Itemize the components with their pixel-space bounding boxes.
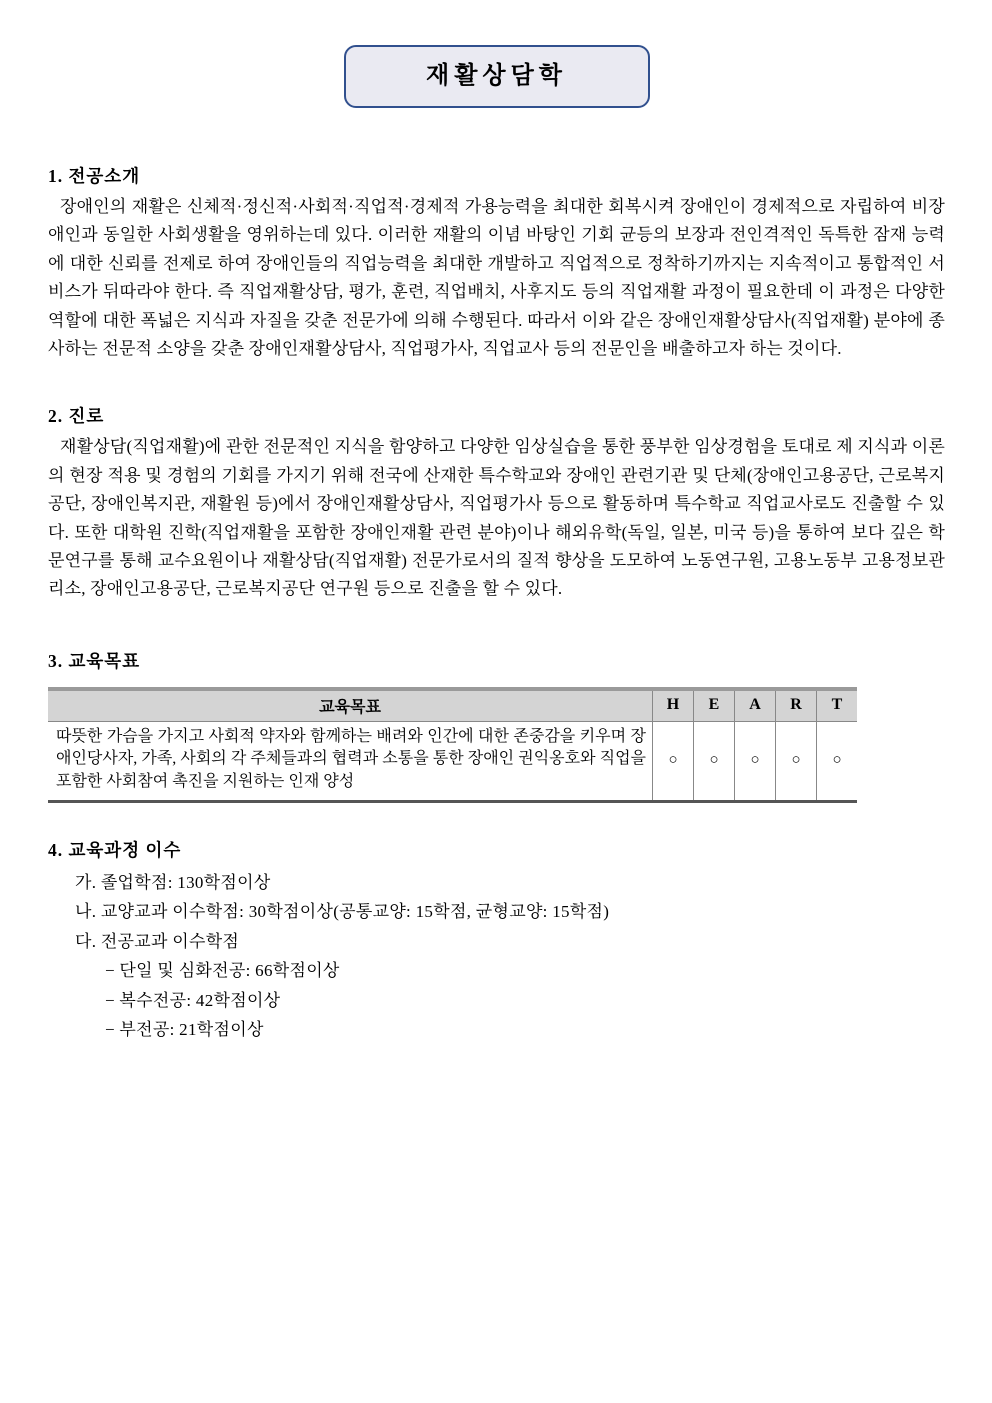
list-item-major-credits: 다. 전공교과 이수학점 bbox=[75, 931, 240, 951]
mark-cell-t: ○ bbox=[817, 721, 858, 801]
column-header-a: A bbox=[735, 689, 776, 722]
table-row bbox=[48, 721, 857, 801]
curriculum-list bbox=[48, 868, 945, 1045]
section-heading-goals: 3. 교육목표 bbox=[48, 650, 141, 671]
section-heading-curriculum: 4. 교육과정 이수 bbox=[48, 839, 182, 860]
career-paragraph: 재활상담(직업재활)에 관한 전문적인 지식을 함양하고 다양한 임상실습을 통한 풍부한 임상경험을 토대로 제 지식과 이론의 현장 적용 및 경험의 기회를 가지기 위해 전국에 산재한 특수학교와 장애인 관련기관 및 단체(장애인고용공단, 근로복지공단, 장애인복지관, 재활원 등)에서 장애인재활상담사, 직업평가사 등으로 활동하며 특수학교 직업교사로도 진출할 수 있다. 또한 대학원 진학(직업재활을 포함한 장애인재활 관련 분야)이나 해외유학(독일, 일본, 미국 등)을 통하여 보다 깊은 학문연구를 통해 교수요원이나 재활상담(직업재활) 전문가로서의 질적 향상을 도모하여 노동연구원, 고용노동부 고용정보관리소, 장애인고용공단, 근로복지공단 연구원 등으로 진출을 할 수 있다. bbox=[48, 437, 945, 599]
list-item-liberal-arts-credits: 나. 교양교과 이수학점: 30학점이상(공통교양: 15학점, 균형교양: 15학점) bbox=[75, 902, 610, 922]
list-item-graduation-credits: 가. 졸업학점: 130학점이상 bbox=[75, 872, 271, 892]
section-heading-intro: 1. 전공소개 bbox=[48, 166, 141, 186]
column-header-r: R bbox=[776, 689, 817, 722]
table-header-row bbox=[48, 689, 857, 722]
column-header-goal: 교육목표 bbox=[48, 689, 653, 722]
title-box bbox=[344, 45, 650, 108]
mark-cell-h: ○ bbox=[653, 721, 694, 801]
mark-cell-a: ○ bbox=[735, 721, 776, 801]
mark-cell-e: ○ bbox=[694, 721, 735, 801]
list-subitem-minor: − 부전공: 21학점이상 bbox=[105, 1020, 264, 1040]
column-header-e: E bbox=[694, 689, 735, 722]
column-header-t: T bbox=[817, 689, 858, 722]
goal-text-cell: 따뜻한 가슴을 가지고 사회적 약자와 함께하는 배려와 인간에 대한 존중감을 키우며 장애인당사자, 가족, 사회의 각 주체들과의 협력과 소통을 통한 장애인 권익옹호와 직업을 포함한 사회참여 촉진을 지원하는 인재 양성 bbox=[56, 727, 646, 791]
education-goals-table bbox=[48, 687, 857, 803]
page-title: 재활상담학 bbox=[426, 63, 567, 89]
column-header-h: H bbox=[653, 689, 694, 722]
section-heading-career: 2. 진로 bbox=[48, 406, 105, 427]
mark-cell-r: ○ bbox=[776, 721, 817, 801]
intro-paragraph: 장애인의 재활은 신체적·정신적·사회적·직업적·경제적 가용능력을 최대한 회복시켜 장애인이 경제적으로 자립하여 비장애인과 동일한 사회생활을 영위하는데 있다. 이러한 재활의 이념 바탕인 기회 균등의 보장과 전인격적인 독특한 잠재 능력에 대한 신뢰를 전제로 하여 장애인들의 직업능력을 최대한 개발하고 직업적으로 정착하기까지는 지속적이고 통합적인 서비스가 뒤따라야 한다. 즉 직업재활상담, 평가, 훈련, 직업배치, 사후지도 등의 직업재활 과정이 필요한데 이 과정은 다양한 역할에 대한 폭넓은 지식과 자질을 갖춘 전문가에 의해 수행된다. 따라서 이와 같은 장애인재활상담사(직업재활) 분야에 종사하는 전문적 소양을 갖춘 장애인재활상담사, 직업평가사, 직업교사 등의 전문인을 배출하고자 하는 것이다. bbox=[48, 197, 945, 359]
list-subitem-double-major: − 복수전공: 42학점이상 bbox=[105, 990, 281, 1010]
list-subitem-single-major: − 단일 및 심화전공: 66학점이상 bbox=[105, 961, 340, 981]
